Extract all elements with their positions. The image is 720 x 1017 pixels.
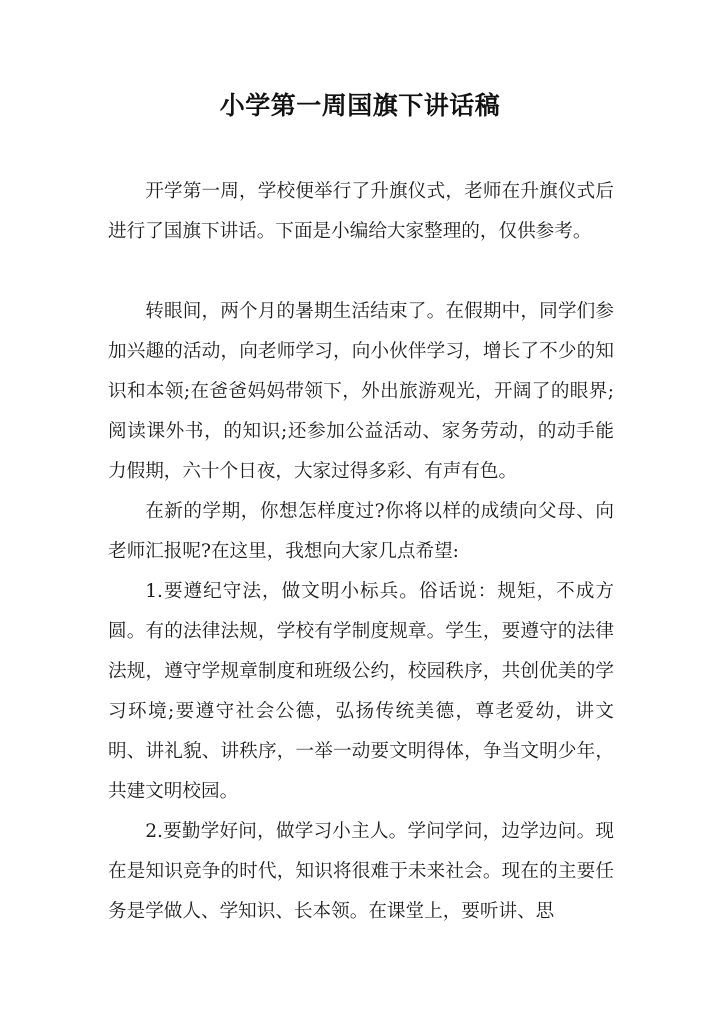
- paragraph-new-term: 在新的学期，你想怎样度过?你将以样的成绩向父母、向老师汇报呢?在这里，我想向大家几点希望:: [108, 501, 614, 562]
- paragraph-summer: 转眼间，两个月的暑期生活结束了。在假期中，同学们参加兴趣的活动，向老师学习，向小伙伴学习，增长了不少的知识和本领;在爸爸妈妈带领下，外出旅游观光，开阔了的眼界;阅读课外书，的知识;还参加公益活动、家务劳动，的动手能力假期，六十个日夜，大家过得多彩、有声有色。: [108, 301, 614, 482]
- paragraph-point-1: 1.要遵纪守法，做文明小标兵。俗话说：规矩，不成方圆。有的法律法规，学校有学制度规章。学生，要遵守的法律法规，遵守学规章制度和班级公约，校园秩序，共创优美的学习环境;要遵守社会公德，弘扬传统美德，尊老爱幼，讲文明、讲礼貌、讲秩序，一举一动要文明得体，争当文明少年，共建文明校园。: [108, 581, 614, 802]
- paragraph-intro: 开学第一周，学校便举行了升旗仪式，老师在升旗仪式后进行了国旗下讲话。下面是小编给大家整理的，仅供参考。: [108, 181, 614, 242]
- document-body: [108, 172, 614, 932]
- document-title: 小学第一周国旗下讲话稿: [219, 91, 501, 120]
- paragraph-point-2: 2.要勤学好问，做学习小主人。学问学问，边学边问。现在是知识竞争的时代，知识将很难于未来社会。现在的主要任务是学做人、学知识、长本领。在课堂上，要听讲、思: [108, 821, 614, 922]
